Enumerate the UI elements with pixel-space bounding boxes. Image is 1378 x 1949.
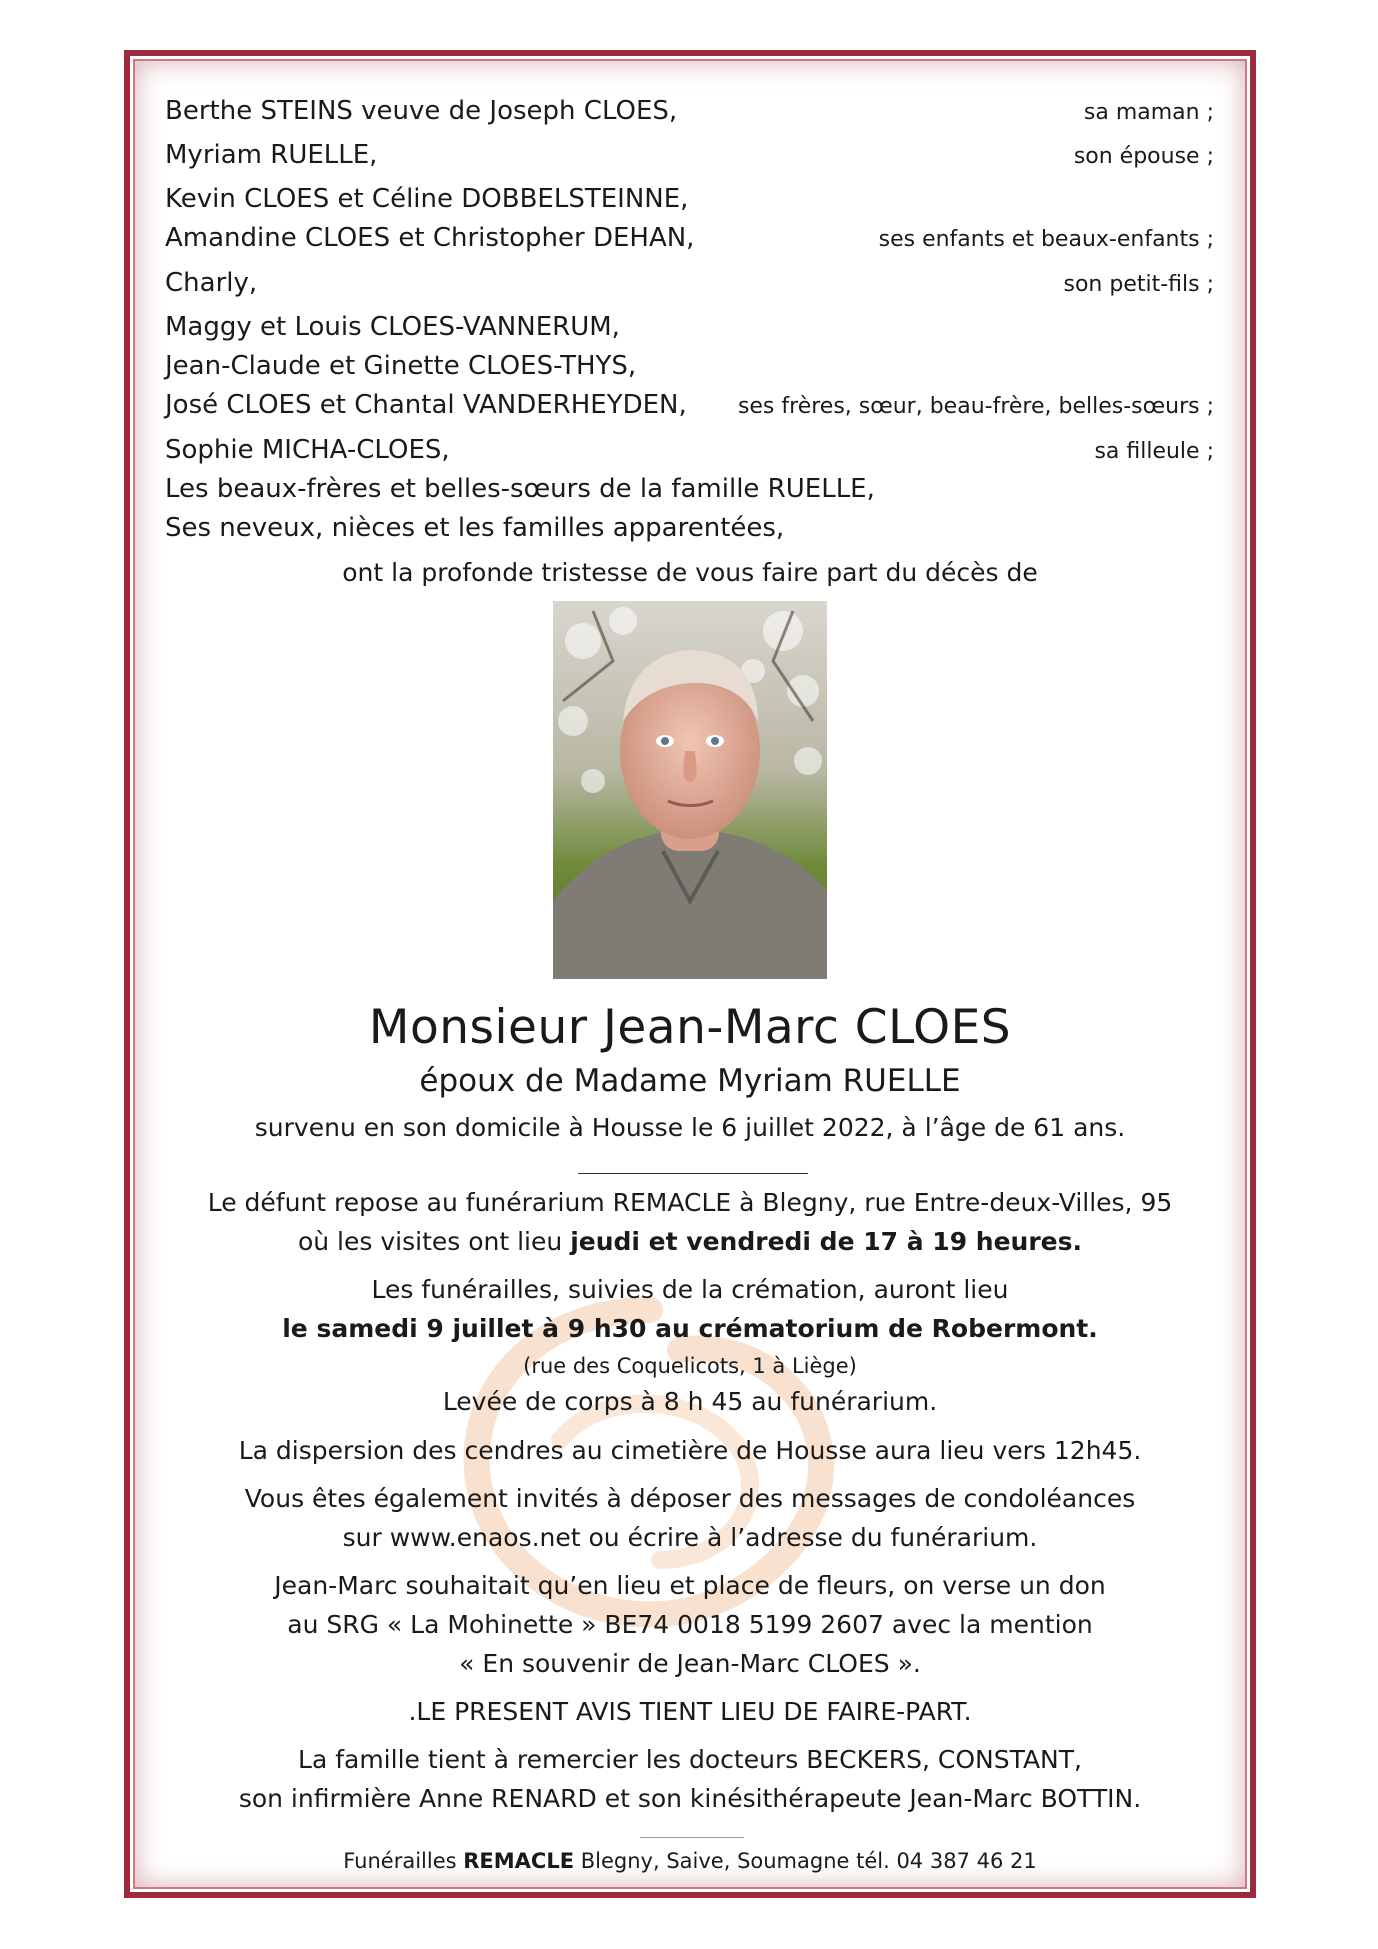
section-divider (578, 1173, 808, 1174)
notice-text: .LE PRESENT AVIS TIENT LIEU DE FAIRE-PART. (408, 1697, 972, 1726)
deceased-name: Monsieur Jean-Marc CLOES (368, 1000, 1012, 1055)
footer-contact (124, 1846, 1256, 1876)
family-name: Charly, (165, 268, 258, 298)
visits-hours: jeudi et vendredi de 17 à 19 heures. (570, 1227, 1083, 1256)
family-name: Sophie MICHA-CLOES, (165, 435, 450, 465)
condolences-line-1: Vous êtes également invités à déposer des messages de condoléances (244, 1484, 1136, 1513)
family-line-10 (165, 473, 1214, 505)
dispersion-text: La dispersion des cendres au cimetière de Housse aura lieu vers 12h45. (238, 1436, 1142, 1465)
family-name: Myriam RUELLE, (165, 140, 378, 170)
family-relation: sa maman ; (1083, 100, 1214, 125)
family-name: Berthe STEINS veuve de Joseph CLOES, (165, 96, 678, 126)
deceased-portrait-photo (553, 601, 827, 979)
family-line-1 (165, 95, 1214, 129)
funeral-line-1: Les funérailles, suivies de la crémation, auront lieu (371, 1275, 1009, 1304)
family-line-9 (165, 434, 1214, 468)
family-line-5 (165, 267, 1214, 301)
family-relation: ses frères, sœur, beau-frère, belles-sœurs ; (737, 394, 1214, 419)
family-line-3 (165, 183, 1214, 215)
family-name: José CLOES et Chantal VANDERHEYDEN, (165, 390, 687, 420)
footer-prefix: Funérailles (343, 1849, 464, 1873)
donation-line-2: au SRG « La Mohinette » BE74 0018 5199 2607 avec la mention (287, 1610, 1093, 1639)
family-name: Jean-Claude et Ginette CLOES-THYS, (165, 351, 637, 381)
thanks-line-2: son infirmière Anne RENARD et son kinésithérapeute Jean-Marc BOTTIN. (238, 1784, 1142, 1813)
funeral-address: (rue des Coquelicots, 1 à Liège) (523, 1354, 857, 1378)
death-details: survenu en son domicile à Housse le 6 juillet 2022, à l’âge de 61 ans. (254, 1113, 1126, 1142)
announcement-text: ont la profonde tristesse de vous faire part du décès de (342, 558, 1038, 587)
visits-line-2 (124, 1226, 1256, 1258)
footer-suffix: Blegny, Saive, Soumagne tél. 04 387 46 21 (574, 1849, 1037, 1873)
footer-brand: REMACLE (463, 1849, 575, 1873)
footer-divider (640, 1837, 744, 1838)
family-line-8 (165, 389, 1214, 423)
donation-line-1: Jean-Marc souhaitait qu’en lieu et place de fleurs, on verse un don (274, 1571, 1106, 1600)
family-name: Maggy et Louis CLOES-VANNERUM, (165, 312, 620, 342)
levee-text: Levée de corps à 8 h 45 au funérarium. (442, 1387, 938, 1416)
family-name: Amandine CLOES et Christopher DEHAN, (165, 223, 695, 253)
family-line-11 (165, 512, 1214, 544)
donation-line-3: « En souvenir de Jean-Marc CLOES ». (459, 1649, 921, 1678)
thanks-line-1: La famille tient à remercier les docteurs BECKERS, CONSTANT, (298, 1745, 1082, 1774)
family-name: Ses neveux, nièces et les familles apparentées, (165, 513, 785, 543)
family-line-4 (165, 222, 1214, 256)
funeral-line-2: le samedi 9 juillet à 9 h30 au crématorium de Robermont. (282, 1314, 1098, 1343)
family-relation: son épouse ; (1073, 144, 1214, 169)
family-relation: ses enfants et beaux-enfants ; (878, 227, 1214, 252)
condolences-line-2: sur www.enaos.net ou écrire à l’adresse du funérarium. (342, 1523, 1038, 1552)
family-relation: sa filleule ; (1094, 439, 1214, 464)
visits-line-1: Le défunt repose au funérarium REMACLE à Blegny, rue Entre-deux-Villes, 95 (207, 1188, 1173, 1217)
visits-prefix: où les visites ont lieu (297, 1227, 571, 1256)
family-line-2 (165, 139, 1214, 173)
family-line-6 (165, 311, 1214, 343)
family-name: Les beaux-frères et belles-sœurs de la famille RUELLE, (165, 474, 875, 504)
deceased-spouse: époux de Madame Myriam RUELLE (419, 1063, 961, 1099)
family-relation: son petit-fils ; (1063, 272, 1214, 297)
family-line-7 (165, 350, 1214, 382)
family-name: Kevin CLOES et Céline DOBBELSTEINNE, (165, 184, 689, 214)
